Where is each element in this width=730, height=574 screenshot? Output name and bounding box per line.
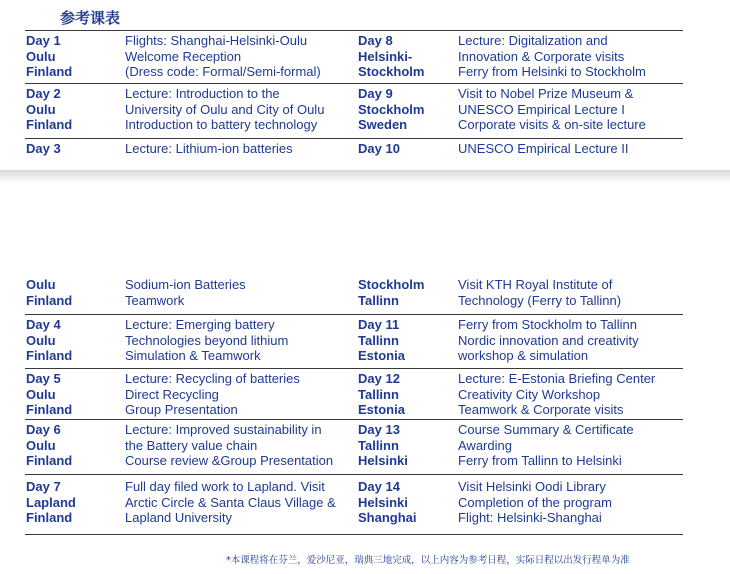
schedule-row (25, 368, 683, 419)
activity-cell: Lecture: E-Estonia Briefing Center Creativity City Workshop Teamwork & Corporate visits (458, 371, 656, 418)
activity-cell: Lecture: Recycling of batteries Direct Recycling Group Presentation (125, 371, 300, 418)
day-location-cell: Day 3 (26, 141, 61, 156)
activity-cell: UNESCO Empirical Lecture II (458, 141, 629, 156)
activity-cell: Sodium-ion Batteries Teamwork (125, 277, 246, 308)
activity-cell: Visit to Nobel Prize Museum & UNESCO Empirical Lecture I Corporate visits & on-site lecture (458, 86, 646, 133)
day-location-cell: Day 4 Oulu Finland (26, 317, 73, 364)
schedule-row (25, 314, 683, 368)
schedule-row (25, 275, 683, 313)
schedule-row (25, 419, 683, 474)
day-location-cell: Stockholm Tallinn (358, 277, 425, 308)
footnote: *本课程将在芬兰，爱沙尼亚，瑞典三地完成，以上内容为参考日程，实际日程以出发行程单为准 (226, 555, 630, 566)
day-location-cell: Day 7 Lapland Finland (26, 479, 76, 526)
day-location-cell: Day 13 Tallinn Helsinki (358, 422, 408, 469)
activity-cell: Flights: Shanghai-Helsinki-Oulu Welcome Reception (Dress code: Formal/Semi-formal) (125, 33, 321, 80)
schedule-row (25, 138, 683, 169)
activity-cell: Visit KTH Royal Institute of Technology (Ferry to Tallinn) (458, 277, 622, 308)
page-break (0, 170, 730, 268)
activity-cell: Lecture: Improved sustainability in the Battery value chain Course review &Group Presentation (125, 422, 334, 469)
activity-cell: Lecture: Lithium-ion batteries (125, 141, 293, 156)
page-title: 参考课表 (60, 9, 121, 27)
day-location-cell: Day 8 Helsinki- Stockholm (358, 33, 425, 80)
day-location-cell: Day 5 Oulu Finland (26, 371, 73, 418)
day-location-cell: Day 10 (358, 141, 400, 156)
activity-cell: Visit Helsinki Oodi Library Completion of the program Flight: Helsinki-Shanghai (458, 479, 612, 526)
schedule-row (25, 83, 683, 138)
day-location-cell: Day 11 Tallinn Estonia (358, 317, 405, 364)
day-location-cell: Day 2 Oulu Finland (26, 86, 73, 133)
day-location-cell: Day 9 Stockholm Sweden (358, 86, 425, 133)
activity-cell: Full day filed work to Lapland. Visit Arctic Circle & Santa Claus Village & Lapland University (125, 479, 336, 526)
activity-cell: Lecture: Introduction to the University of Oulu and City of Oulu Introduction to battery technology (125, 86, 325, 133)
activity-cell: Lecture: Digitalization and Innovation & Corporate visits Ferry from Helsinki to Stockholm (458, 33, 646, 80)
schedule-row (25, 30, 683, 83)
day-location-cell: Day 6 Oulu Finland (26, 422, 73, 469)
day-location-cell: Day 14 Helsinki Shanghai (358, 479, 417, 526)
activity-cell: Ferry from Stockholm to Tallinn Nordic innovation and creativity workshop & simulation (458, 317, 639, 364)
day-location-cell: Day 12 Tallinn Estonia (358, 371, 405, 418)
table-bottom-rule (25, 534, 683, 535)
day-location-cell: Oulu Finland (26, 277, 73, 308)
activity-cell: Lecture: Emerging battery Technologies beyond lithium Simulation & Teamwork (125, 317, 289, 364)
activity-cell: Course Summary & Certificate Awarding Ferry from Tallinn to Helsinki (458, 422, 634, 469)
day-location-cell: Day 1 Oulu Finland (26, 33, 73, 80)
schedule-row (25, 474, 683, 533)
